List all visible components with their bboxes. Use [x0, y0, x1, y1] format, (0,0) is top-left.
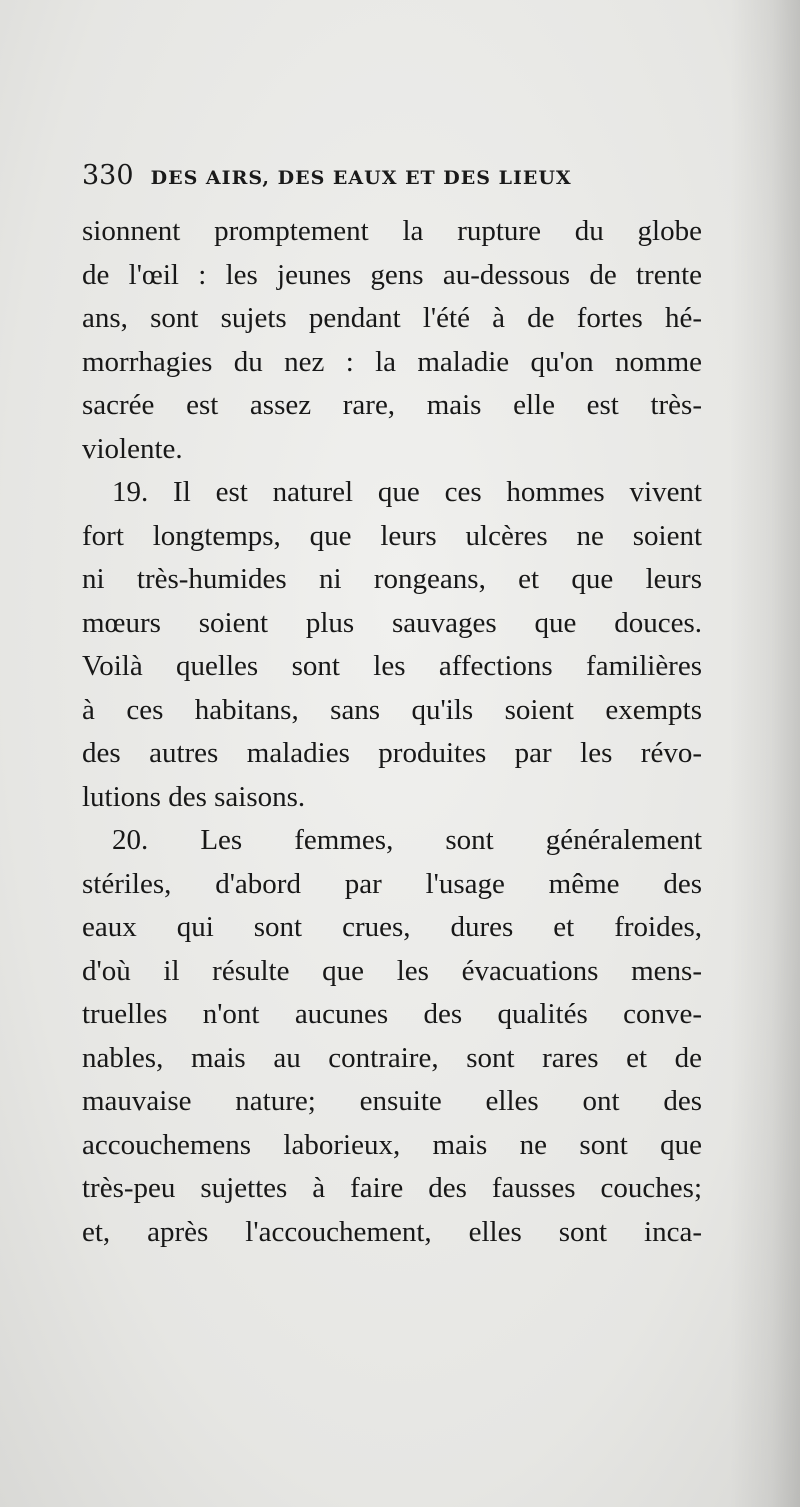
text-line: ni très-humides ni rongeans, et que leurs — [82, 563, 702, 595]
text-line: mœurs soient plus sauvages que douces. — [82, 606, 702, 639]
text-line: violente. — [82, 432, 183, 465]
text-line: sacrée est assez rare, mais elle est très- — [82, 389, 702, 421]
text-line: d'où il résulte que les évacuations mens- — [82, 954, 702, 987]
text-line: sionnent promptement la rupture du globe — [82, 215, 702, 247]
text-line: 20. Les femmes, sont généralement — [112, 824, 702, 856]
running-head: DES AIRS, DES EAUX ET DES LIEUX — [150, 167, 572, 189]
text-line: Voilà quelles sont les affections familières — [82, 650, 702, 682]
text-line: de l'œil : les jeunes gens au-dessous de trente — [82, 258, 702, 291]
page-number: 330 — [82, 160, 134, 191]
text-line: nables, mais au contraire, sont rares et de — [82, 1041, 702, 1074]
text-line: eaux qui sont crues, dures et froides, — [82, 911, 702, 943]
text-line: très-peu sujettes à faire des fausses couches; — [82, 1172, 702, 1204]
text-line: stériles, d'abord par l'usage même des — [82, 867, 702, 900]
text-line: truelles n'ont aucunes des qualités conve- — [82, 998, 702, 1030]
text-line: mauvaise nature; ensuite elles ont des — [82, 1085, 702, 1117]
text-line: à ces habitans, sans qu'ils soient exempts — [82, 693, 702, 726]
page-edge-shadow — [730, 0, 800, 1507]
page-header — [82, 160, 702, 196]
text-line: accouchemens laborieux, mais ne sont que — [82, 1128, 702, 1161]
text-line: des autres maladies produites par les révo- — [82, 737, 702, 769]
body-text — [82, 210, 702, 1254]
text-line: ans, sont sujets pendant l'été à de fortes hé- — [82, 302, 702, 334]
text-line: lutions des saisons. — [82, 780, 306, 813]
text-line: fort longtemps, que leurs ulcères ne soient — [82, 519, 702, 552]
text-line: et, après l'accouchement, elles sont inca- — [82, 1215, 702, 1248]
text-line: morrhagies du nez : la maladie qu'on nomme — [82, 345, 702, 378]
text-line: 19. Il est naturel que ces hommes vivent — [112, 476, 702, 508]
